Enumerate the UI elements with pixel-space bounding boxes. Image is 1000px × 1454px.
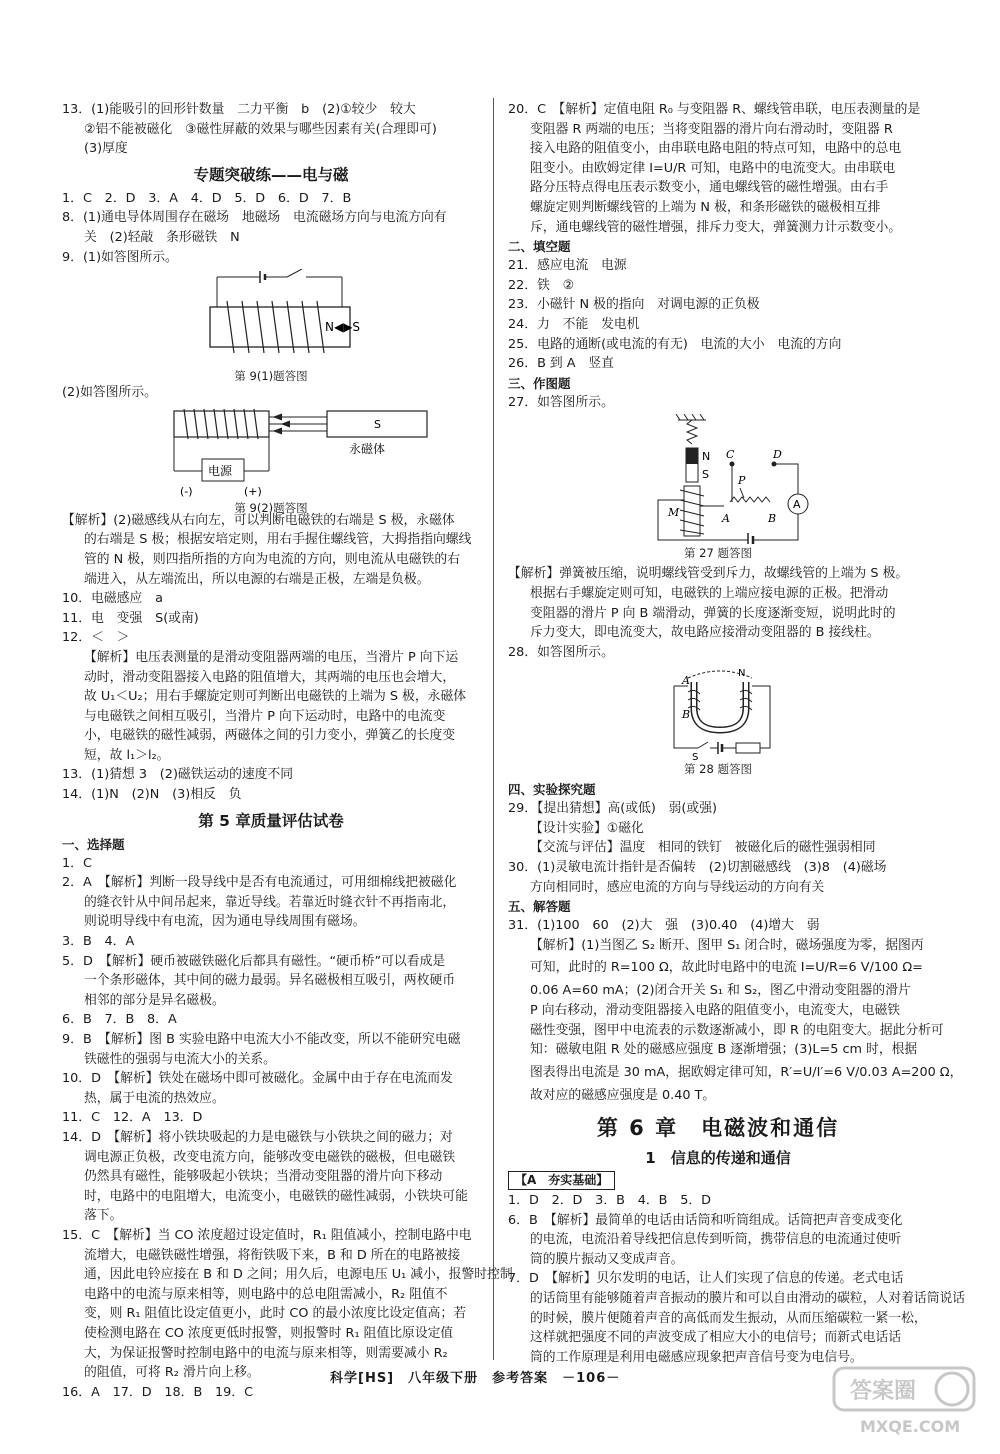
left-column <box>62 100 513 1402</box>
part-heading: 四、实验探究题 <box>508 782 596 798</box>
analysis-line: 图表得出电流是 30 mA，据欧姆定律可知，R′=U/I′=6 V/0.03 A=200 Ω， <box>530 1064 963 1080</box>
answer-line: 30．(1)灵敏电流计指针是否偏转 (2)切割磁感线 (3)8 (4)磁场 <box>508 860 887 876</box>
part-heading: 一、选择题 <box>62 836 125 852</box>
label-a: A <box>722 512 730 526</box>
answer-line: 通，因此电铃应接在 B 和 D 之间；用久后，电源电压 U₁ 减小，报警时控制 <box>84 1267 513 1283</box>
answer-line: 9．B 【解析】图 B 实验电路中电流大小不能改变，所以不能研究电磁 <box>62 1032 461 1047</box>
label-p: P <box>738 474 746 488</box>
answer-line: 28．如答图所示。 <box>508 644 614 660</box>
analysis-line: 【解析】(2)磁感线从右向左，可以判断电磁铁的右端是 S 极，永磁体 <box>62 512 455 528</box>
watermark-logo <box>830 1360 980 1440</box>
pole-s: S <box>702 468 709 482</box>
answer-line: 5．D 【解析】硬币被磁铁磁化后都具有磁性。“硬币桥”可以看成是 <box>62 953 446 969</box>
analysis-line: 接入电路的阻值变小，由串联电路电阻的特点可知，电路中的总电 <box>530 141 902 157</box>
answer-line: 29．【提出猜想】高(或低) 弱(或强) <box>508 801 718 817</box>
figure-caption: 第 28 题答图 <box>684 762 752 777</box>
answer-line: 14．(1)N (2)N (3)相反 负 <box>62 787 242 803</box>
analysis-line: 变阻器的滑片 P 向 B 端滑动，弹簧的长度逐渐变短，说明此时的 <box>530 605 896 621</box>
answer-line: 13．(1)能吸引的回形针数量 二力平衡 b (2)①较少 较大 <box>62 102 416 117</box>
answer-line: 的电流，电流沿着导线把信息传到听筒，携带信息的电流通过使听 <box>530 1232 902 1248</box>
answer-line: 仍然具有磁性，能够吸起小铁块；当滑动变阻器的滑片向下移动 <box>84 1169 443 1185</box>
label-m: M <box>668 506 680 520</box>
analysis-line: 0.06 A=60 mA；(2)闭合开关 S₁ 和 S₂，图乙中滑动变阻器的滑片 <box>530 983 911 999</box>
figure-caption: 第 27 题答图 <box>684 546 752 561</box>
answer-line: 31．(1)100 60 (2)大 强 (3)0.40 (4)增大 弱 <box>508 918 820 934</box>
label-c: C <box>726 448 735 462</box>
compass-label: N◀▶S <box>325 320 361 335</box>
chapter-title: 第 6 章 电磁波和通信 <box>596 1116 840 1141</box>
answer-line: 26．B 到 A 竖直 <box>508 356 614 372</box>
answer-line: 落下。 <box>84 1208 123 1224</box>
answer-line: 则说明导线中有电流，因为通电导线周围有磁场。 <box>84 914 366 930</box>
answer-line: 相邻的部分是异名磁极。 <box>84 992 225 1008</box>
right-column <box>508 100 966 1367</box>
answer-line: 【设计实验】①磁化 <box>530 820 644 836</box>
answer-line: 12．＜ ＞ <box>62 630 130 646</box>
pole-n: N <box>702 450 711 464</box>
figure-27 <box>508 414 928 562</box>
answer-line: 的缝衣针从中间吊起来，靠近导线。若靠近时缝衣针不再指南北， <box>84 894 456 910</box>
analysis-line: 短，故 l₁＞l₂。 <box>84 747 170 763</box>
answer-line: 调电源正负极，改变电流方向，能够改变电磁铁的磁极，但电磁铁 <box>84 1149 456 1165</box>
section-title: 专题突破练——电与磁 <box>193 165 349 184</box>
answer-line: 13．(1)猜想 3 (2)磁铁运动的速度不同 <box>62 767 294 783</box>
ammeter-label: A <box>793 498 801 512</box>
answer-line: 27．如答图所示。 <box>508 394 614 410</box>
answer-line: 8．(1)通电导体周围存在磁场 地磁场 电流磁场方向与电流方向有 <box>62 210 447 226</box>
section-title: 第 5 章质量评估试卷 <box>198 811 344 830</box>
analysis-line: 动时，滑动变阻器接入电路的阻值增大，其两端的电压也会增大， <box>84 669 456 685</box>
svg-text:答案圈: 答案圈 <box>850 1379 917 1404</box>
answer-line: 方向相同时，感应电流的方向与导线运动的方向有关 <box>530 879 825 895</box>
plus-label: (+) <box>244 484 262 498</box>
analysis-line: 的右端是 S 极；根据安培定则，用右手握住螺线管，大拇指指向螺线 <box>84 532 472 548</box>
analysis-line: 斥，通电螺线管的磁性增强，排斥力变大，弹簧测力计示数变小。 <box>530 219 902 235</box>
answer-line: 15．C 【解析】当 CO 浓度超过设定值时，R₁ 阻值减小，控制电路中电 <box>62 1227 472 1243</box>
svg-text:MXQE.COM: MXQE.COM <box>860 1417 961 1436</box>
label-d: D <box>773 448 782 462</box>
analysis-line: P 向右移动，滑动变阻器接入电路的阻值变小，电流变大，电磁铁 <box>530 1003 901 1019</box>
answer-line: 11．C 12．A 13．D <box>62 1110 203 1126</box>
answer-line: 1．D 2．D 3．B 4．B 5．D <box>508 1193 712 1208</box>
figure-28 <box>508 664 928 778</box>
minus-label: (-) <box>180 484 193 498</box>
analysis-line: 20．C 【解析】定值电阻 R₀ 与变阻器 R、螺线管串联，电压表测量的是 <box>508 102 921 117</box>
answer-line: 1．C <box>62 855 92 871</box>
answer-line: 9．(1)如答图所示。 <box>62 249 178 265</box>
analysis-line: 管的 N 极，则四指所指的方向为电流的方向，则电流从电磁铁的右 <box>84 551 461 567</box>
analysis-line: 端进入，从左端流出，所以电源的右端是正极，左端是负极。 <box>84 571 430 587</box>
power-label: 电源 <box>208 463 233 478</box>
answer-line: 电路中的电流与原来相等，则电路中的总电阻需减小，R₂ 阻值不 <box>84 1286 448 1302</box>
circuit-diagram-27 <box>508 414 928 544</box>
answer-line: 21．感应电流 电源 <box>508 258 627 274</box>
column-divider <box>493 98 494 1360</box>
figure-caption: 第 9(1)题答图 <box>234 369 308 384</box>
pole-n: N <box>738 668 746 680</box>
answer-line: ②铝不能被磁化 ③磁性屏蔽的效果与哪些因素有关(合理即可) <box>84 121 437 137</box>
answer-line: 一个条形磁体，其中间的磁力最弱。异名磁极相互吸引，两枚硬币 <box>84 973 456 989</box>
answer-line: 关 (2)轻敲 条形磁铁 N <box>84 229 240 245</box>
answer-line: 这样就把强度不同的声波变成了相应大小的电信号；而新式电话话 <box>530 1330 902 1346</box>
analysis-line: 阻变小。由欧姆定律 I=U/R 可知，电路中的电流变大。由串联电 <box>530 160 896 176</box>
analysis-line: 可知，此时的 R=100 Ω，故此时电路中的电流 I=U/R=6 V/100 Ω= <box>530 960 923 976</box>
magnet-pole-s: S <box>374 417 381 431</box>
switch-label: S <box>692 752 699 761</box>
answer-line: 筒的工作原理是利用电磁感应现象把声音信号变为电信号。 <box>530 1349 863 1365</box>
figure-caption: 第 9(2)题答图 <box>234 500 308 515</box>
answer-line: 铁磁性的强弱与电流大小的关系。 <box>84 1051 276 1067</box>
answer-line: 6．B 【解析】最简单的电话由话筒和听筒组成。话筒把声音变成变化 <box>508 1212 903 1228</box>
analysis-line: 磁性变强，图甲中电流表的示数逐渐减小，即 R 的电阻变大。据此分析可 <box>530 1022 944 1038</box>
label-b: B <box>768 512 777 526</box>
analysis-line: 【解析】(1)当图乙 S₂ 断开、图甲 S₁ 闭合时，磁场强度为零，据图丙 <box>530 937 924 953</box>
answer-line: 热，属于电流的热效应。 <box>84 1090 225 1106</box>
page-footer: 科学[HS] 八年级下册 参考答案 －106－ <box>330 1371 621 1386</box>
answer-line: 1．C 2．D 3．A 4．D 5．D 6．D 7．B <box>62 190 352 206</box>
answer-line: 大，为保证报警时控制电路中的电流与原来相等，则需要减小 R₂ <box>84 1345 448 1361</box>
answer-line: 7．D 【解析】贝尔发明的电话，让人们实现了信息的传递。老式电话 <box>508 1271 904 1287</box>
answer-line: 24．力 不能 发电机 <box>508 316 640 332</box>
analysis-line: 故 U₁＜U₂；用右手螺旋定则可判断出电磁铁的上端为 S 极，永磁体 <box>84 689 467 705</box>
label-b: B <box>682 708 691 722</box>
answer-line: 23．小磁针 N 极的指向 对调电源的正负极 <box>508 297 760 313</box>
part-heading: 三、作图题 <box>508 375 571 391</box>
answer-line: 3．B 4．A <box>62 934 135 950</box>
answer-line: 流增大，电磁铁磁性增强，将衔铁吸下来，B 和 D 所在的电路被接 <box>84 1247 461 1263</box>
answer-line: (2)如答图所示。 <box>62 385 157 401</box>
analysis-line: 根据右手螺旋定则可知，电磁铁的上端应接电源的正极。把滑动 <box>530 585 889 601</box>
circuit-diagram-28 <box>508 664 928 760</box>
answer-line: 10．电磁感应 a <box>62 591 163 607</box>
answer-line: 22．铁 ② <box>508 277 575 293</box>
solenoid-diagram <box>62 269 480 381</box>
magnet-label: 永磁体 <box>349 441 386 456</box>
answer-line: 25．电路的通断(或电流的有无) 电流的大小 电流的方向 <box>508 336 842 352</box>
analysis-line: 故对应的磁感应强度是 0.40 T。 <box>530 1087 716 1103</box>
part-heading: 五、解答题 <box>508 899 571 915</box>
label-a: A <box>682 674 690 688</box>
level-tag: 【A 夯实基础】 <box>508 1171 615 1190</box>
analysis-line: 【解析】电压表测量的是滑动变阻器两端的电压，当滑片 P 向下运 <box>84 649 459 665</box>
part-heading: 二、填空题 <box>508 239 571 255</box>
answer-line: 的时候，膜片便随着声音的高低而发生振动，从而压缩碳粒一紧一松， <box>530 1310 927 1326</box>
answer-line: (3)厚度 <box>84 141 128 157</box>
analysis-line: 变阻器 R 两端的电压；当将变阻器的滑片向右滑动时，变阻器 R <box>530 121 893 137</box>
analysis-line: 【解析】弹簧被压缩，说明螺线管受到斥力，故螺线管的上端为 S 极。 <box>508 566 909 582</box>
figure-9-1 <box>62 269 480 384</box>
answer-line: 11．电 变强 S(或南) <box>62 610 199 626</box>
lesson-title: 1 信息的传递和通信 <box>645 1149 791 1168</box>
answer-line: 时，电路中的电阻增大，电流变小，电磁铁的磁性减弱，小铁块可能 <box>84 1188 468 1204</box>
analysis-line: 小，电磁铁的磁性减弱，两磁体之间的引力变小，弹簧乙的长度变 <box>84 728 456 744</box>
answer-line: 的话筒里有能够随着声音振动的膜片和可以自由滑动的碳粒，人对着话筒说话 <box>530 1290 966 1306</box>
answer-line: 的阻值，可将 R₂ 滑片向上移。 <box>84 1365 260 1381</box>
answer-line: 筒的膜片振动又变成声音。 <box>530 1251 684 1267</box>
analysis-line: 与电磁铁之间相互吸引，当滑片 P 向下运动时，电路中的电流变 <box>84 708 446 724</box>
analysis-line: 路分压特点得电压表示数变小，通电螺线管的磁性增强。由右手 <box>530 180 889 196</box>
answer-line: 变，则 R₁ 阻值比设定值更小，此时 CO 的最小浓度比设定值高；若 <box>84 1306 467 1322</box>
answer-line: 14．D 【解析】将小铁块吸起的力是电磁铁与小铁块之间的磁力；对 <box>62 1129 453 1145</box>
analysis-line: 螺旋定则判断螺线管的上端为 N 极，和条形磁铁的磁极相互排 <box>530 199 881 215</box>
answer-line: 2．A 【解析】判断一段导线中是否有电流通过，可用细棉线把被磁化 <box>62 875 457 891</box>
electromagnet-diagram <box>62 405 480 509</box>
analysis-line: 知：磁敏电阻 R 处的磁感应强度 B 逐渐增强；(3)L=5 cm 时，根据 <box>530 1042 918 1058</box>
answer-line: 10．D 【解析】铁处在磁场中即可被磁化。金属中由于存在电流而发 <box>62 1071 453 1087</box>
analysis-line: 斥力变大，即电流变大，故电路应接滑动变阻器的 B 接线柱。 <box>530 625 880 641</box>
answer-line: 使检测电路在 CO 浓度更低时报警，则报警时 R₁ 阻值比原设定值 <box>84 1325 454 1341</box>
figure-9-2 <box>62 405 480 515</box>
answer-line: 【交流与评估】温度 相同的铁钉 被磁化后的磁性强弱相同 <box>530 840 876 856</box>
answer-line: 6．B 7．B 8．A <box>62 1012 177 1028</box>
answer-line: 16．A 17．D 18．B 19．C <box>62 1384 254 1400</box>
